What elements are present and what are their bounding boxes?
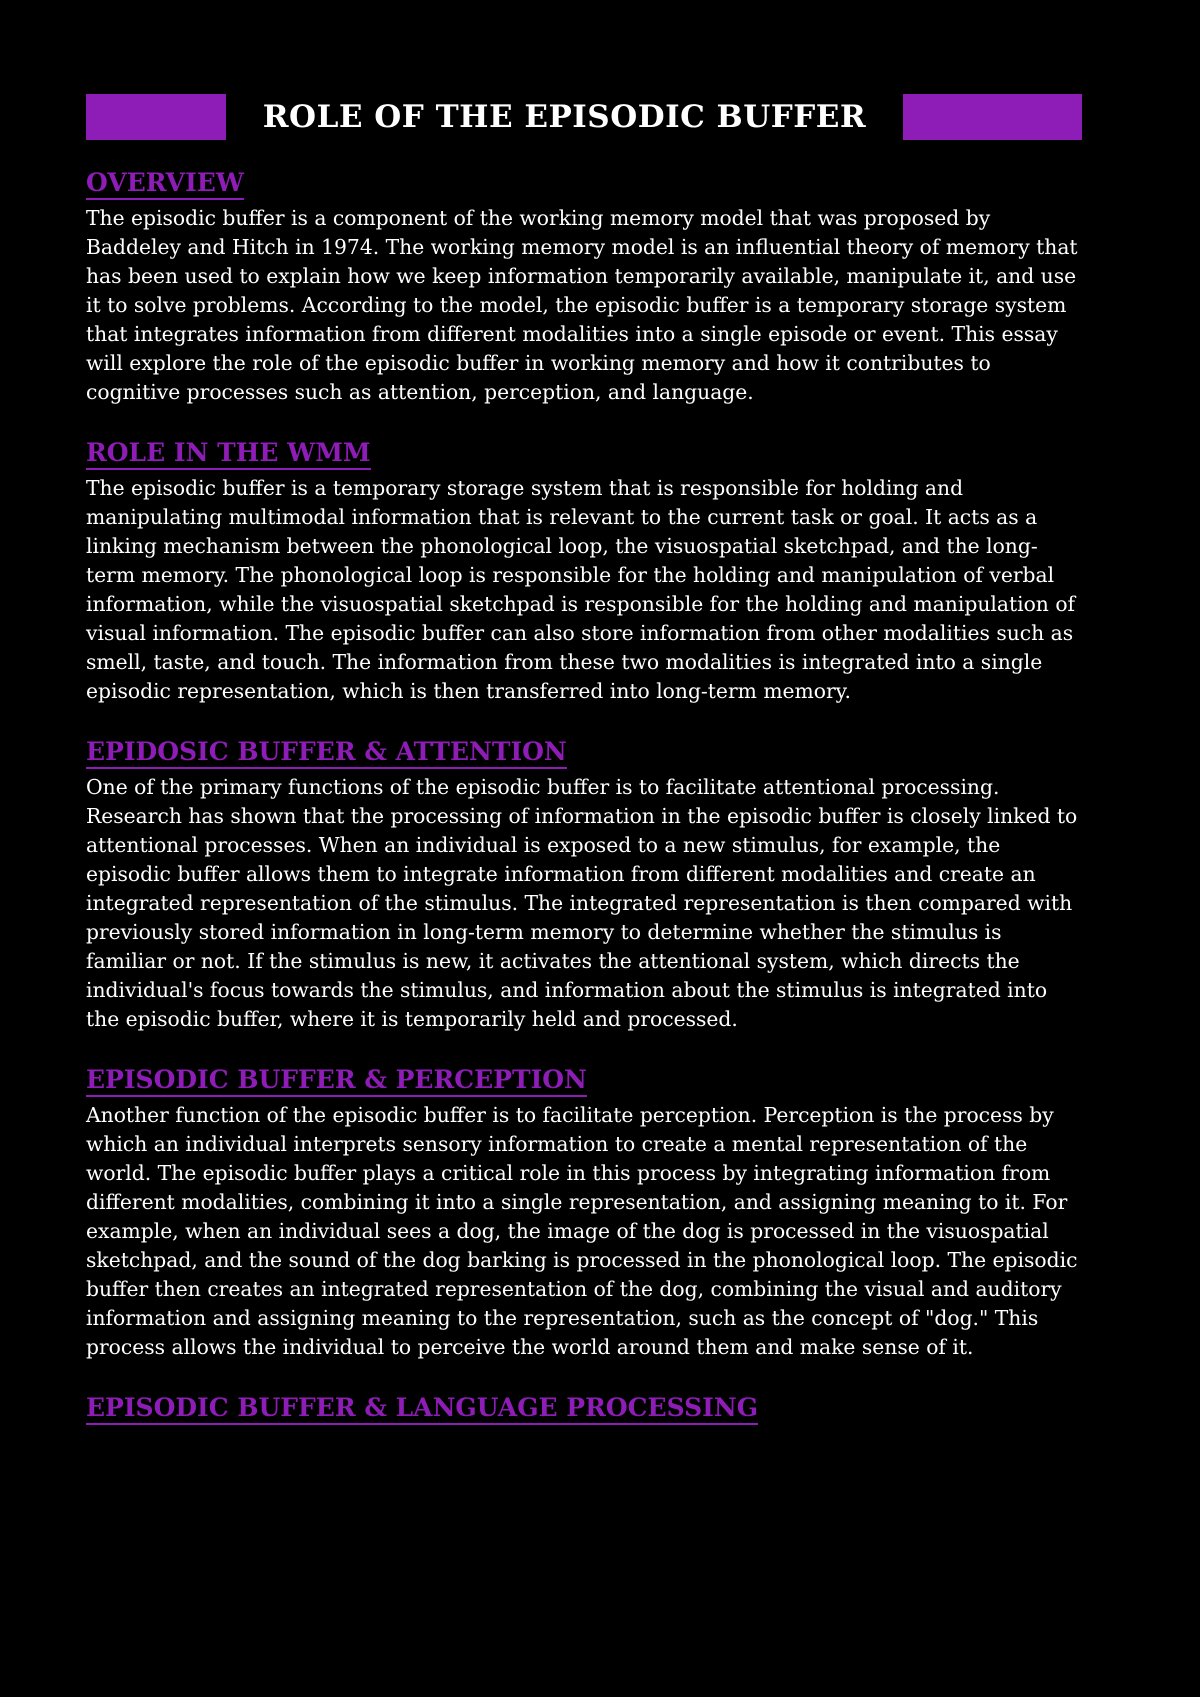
title-accent-bar-left (86, 94, 226, 140)
section-body: The episodic buffer is a temporary storage system that is responsible for holding and manipulating multimodal information that is relevant to the current task or goal. It acts as a linking mechanism between the phonological loop, the visuospatial sketchpad, and the long-term memory. The phonological loop is responsible for the holding and manipulation of verbal information, while the visuospatial sketchpad is responsible for the holding and manipulation of visual information. The episodic buffer can also store information from other modalities such as smell, taste, and touch. The information from these two modalities is integrated into a single episodic representation, which is then transferred into long-term memory. (86, 476, 1076, 703)
section-heading: EPISODIC BUFFER & PERCEPTION (86, 1065, 587, 1097)
section-body: One of the primary functions of the episodic buffer is to facilitate attentional processing. Research has shown that the processing of information in the episodic buffer is closely linked to attentional processes. When an individual is exposed to a new stimulus, for example, the episodic buffer allows them to integrate information from different modalities and create an integrated representation of the stimulus. The integrated representation is then compared with previously stored information in long-term memory to determine whether the stimulus is familiar or not. If the stimulus is new, it activates the attentional system, which directs the individual's focus towards the stimulus, and information about the stimulus is integrated into the episodic buffer, where it is temporarily held and processed. (86, 775, 1078, 1031)
section-heading: ROLE IN THE WMM (86, 438, 371, 470)
section-body: Another function of the episodic buffer is to facilitate perception. Perception is the process by which an individual interprets sensory information to create a mental representation of the world. The episodic buffer plays a critical role in this process by integrating information from different modalities, combining it into a single representation, and assigning meaning to it. For example, when an individual sees a dog, the image of the dog is processed in the visuospatial sketchpad, and the sound of the dog barking is processed in the phonological loop. The episodic buffer then creates an integrated representation of the dog, combining the visual and auditory information and assigning meaning to the representation, such as the concept of "dog." This process allows the individual to perceive the world around them and make sense of it. (86, 1103, 1078, 1359)
section-overview (86, 168, 1082, 407)
page-title: ROLE OF THE EPISODIC BUFFER (262, 99, 867, 135)
section-role-in-wmm (86, 438, 1082, 706)
section-perception (86, 1065, 1082, 1362)
document-page (86, 94, 1082, 1460)
title-banner (86, 94, 1082, 140)
section-heading: EPISODIC BUFFER & LANGUAGE PROCESSING (86, 1393, 758, 1425)
section-attention (86, 737, 1082, 1034)
title-accent-bar-right (903, 94, 1082, 140)
section-heading: EPIDOSIC BUFFER & ATTENTION (86, 737, 567, 769)
section-language-processing (86, 1393, 1082, 1429)
section-heading: OVERVIEW (86, 168, 244, 200)
section-body: The episodic buffer is a component of the working memory model that was proposed by Baddeley and Hitch in 1974. The working memory model is an influential theory of memory that has been used to explain how we keep information temporarily available, manipulate it, and use it to solve problems. According to the model, the episodic buffer is a temporary storage system that integrates information from different modalities into a single episode or event. This essay will explore the role of the episodic buffer in working memory and how it contributes to cognitive processes such as attention, perception, and language. (86, 206, 1078, 404)
